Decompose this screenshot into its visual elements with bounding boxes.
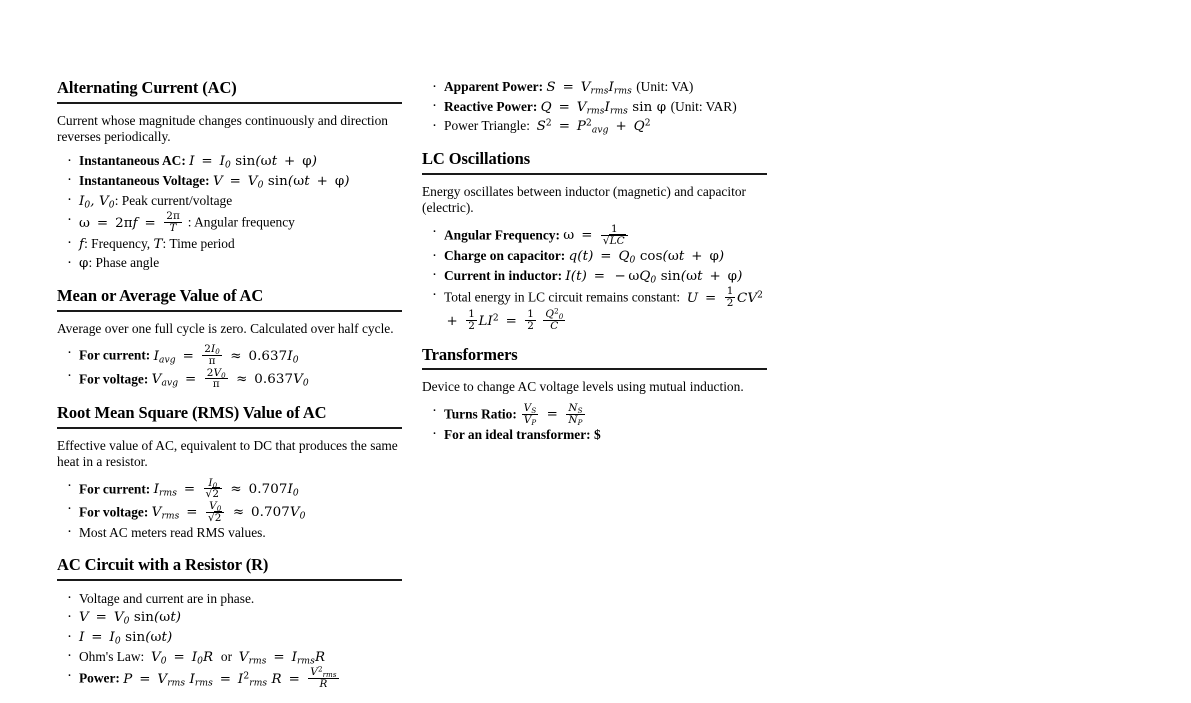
item-label: Instantaneous AC: xyxy=(79,153,186,169)
item-formula: $S^2 = P^2_{avg} + Q^2$ xyxy=(536,118,651,136)
item-formula: $I = I_0$ sin(ωt + φ) xyxy=(189,154,318,171)
list-item xyxy=(67,368,402,391)
section-heading-ac-circuit-resistor: AC Circuit with a Resistor (R) xyxy=(57,555,269,575)
list-item xyxy=(67,478,402,501)
item-formula: $q(t) = Q_0$ cos(ωt + φ) xyxy=(568,249,725,266)
item-formula: $I_0$, $V_0$ xyxy=(79,193,115,211)
list-item xyxy=(432,98,767,117)
item-text-2: : Time period xyxy=(162,235,235,251)
item-formula: $P = V_{rms}$ $I_{rms} = I^2_{rms}$ R = $\frac{V^2_{rms}}{R}$ xyxy=(123,664,337,691)
item-label: Turns Ratio: xyxy=(444,406,517,422)
item-formula: $Q = V_{rms}I_{rms}$ sin φ xyxy=(540,99,667,117)
list-item xyxy=(67,254,402,273)
item-label: Angular Frequency: xyxy=(444,227,560,243)
item-formula: $\frac{V_S}{V_P}$ = $\frac{N_S}{N_P}$ xyxy=(523,401,583,427)
item-label: Instantaneous Voltage: xyxy=(79,172,210,188)
item-text: : Angular frequency xyxy=(187,214,295,230)
item-text: Ohm's Law: xyxy=(79,648,148,664)
list-item xyxy=(67,648,402,667)
list-item xyxy=(432,286,767,331)
list-item xyxy=(67,501,402,524)
item-formula: ω = 2πf = $\frac{2\pi}{T}$ xyxy=(79,210,180,235)
formula-list-transformers xyxy=(422,403,767,444)
item-text: Total energy in LC circuit remains constant: xyxy=(444,289,684,305)
item-text: Most AC meters read RMS values. xyxy=(79,524,266,540)
section-description: Energy oscillates between inductor (magnetic) and capacitor (electric). xyxy=(422,184,746,216)
item-text: : Peak current/voltage xyxy=(114,192,233,208)
section-description: Average over one full cycle is zero. Calculated over half cycle. xyxy=(57,320,394,336)
item-formula-raw: $ xyxy=(594,426,601,442)
section-heading-mean-average-value: Mean or Average Value of AC xyxy=(57,286,264,306)
heading-rule xyxy=(422,173,767,175)
item-formula: $S = V_{rms}I_{rms}$ xyxy=(546,80,632,97)
left-column xyxy=(57,78,402,703)
list-item xyxy=(67,628,402,647)
item-formula: $V_{avg}$ = $\frac{2V_0}{\pi}$ ≈ $0.637V_0$ xyxy=(151,366,309,391)
item-formula: $I_{avg}$ = $\frac{2I_0}{\pi}$ ≈ $0.637I_0$ xyxy=(153,343,299,368)
right-column xyxy=(422,78,767,457)
list-item xyxy=(67,590,402,608)
section-heading-transformers: Transformers xyxy=(422,344,518,364)
list-item xyxy=(432,403,767,426)
item-formula: $V = V_0$ sin(ωt + φ) xyxy=(212,173,350,191)
list-item xyxy=(67,172,402,191)
formula-list-alternating-current xyxy=(57,152,402,273)
list-item xyxy=(67,192,402,211)
item-formula: $V_{rms}$ = $\frac{V_0}{√2}$ ≈ $0.707V_0$ xyxy=(151,499,306,524)
heading-rule xyxy=(57,102,402,104)
item-formula: ω = $\frac{1}{√LC}$ xyxy=(563,228,629,243)
list-item xyxy=(67,344,402,367)
item-text: Voltage and current are in phase. xyxy=(79,590,255,606)
item-formula: U = $\frac{1}{2}$ $CV^2$ + $\frac{1}{2}$ $LI^2$ = $\frac{1}{2}$ $\frac{Q^2_0}{C}$ xyxy=(446,285,763,332)
list-item xyxy=(67,524,402,542)
item-text: Power Triangle: xyxy=(444,118,534,134)
list-item: · f: Frequency, T: Time period xyxy=(67,235,402,254)
section-heading-rms-value: Root Mean Square (RMS) Value of AC xyxy=(57,403,327,423)
item-label: Reactive Power: xyxy=(444,98,538,114)
heading-rule xyxy=(57,579,402,581)
list-item xyxy=(67,211,402,234)
item-label: For current: xyxy=(79,481,151,497)
item-formula: $V = V_0$ sin(ωt) xyxy=(79,610,182,627)
formula-list-ac-circuit-resistor xyxy=(57,590,402,690)
item-label: For voltage: xyxy=(79,504,149,520)
item-text-2: or xyxy=(217,648,236,664)
section-heading-lc-oscillations: LC Oscillations xyxy=(422,149,531,169)
list-item xyxy=(432,247,767,266)
formula-list-rms-value xyxy=(57,478,402,543)
heading-rule xyxy=(57,427,402,429)
list-item xyxy=(432,224,767,247)
list-item xyxy=(432,117,767,136)
item-formula: $I = I_0$ sin(ωt) xyxy=(79,630,173,647)
formula-list-power-continued xyxy=(422,78,767,136)
item-formula: $I_{rms}$ = $\frac{I_0}{√2}$ ≈ $0.707I_0$ xyxy=(153,476,299,501)
heading-rule xyxy=(422,368,767,370)
item-label: For current: xyxy=(79,347,151,363)
item-formula: φ xyxy=(79,256,89,272)
list-item xyxy=(67,152,402,171)
item-label: Apparent Power: xyxy=(444,79,544,94)
list-item xyxy=(67,608,402,627)
item-label: Current in inductor: xyxy=(444,267,563,283)
formula-list-mean-average-value xyxy=(57,344,402,390)
item-label: Charge on capacitor: xyxy=(444,248,566,263)
list-item-clipped xyxy=(67,664,402,691)
item-label: Power: xyxy=(79,670,120,686)
item-unit: (Unit: VA) xyxy=(636,79,694,94)
section-heading-alternating-current: Alternating Current (AC) xyxy=(57,78,237,97)
formula-list-lc-oscillations xyxy=(422,224,767,332)
item-formula: f xyxy=(79,236,85,252)
heading-rule xyxy=(57,310,402,312)
item-label: For an ideal transformer: xyxy=(444,426,591,442)
list-item xyxy=(432,426,767,444)
item-text: : Frequency, xyxy=(84,235,154,251)
section-description: Effective value of AC, equivalent to DC that produces the same heat in a resistor. xyxy=(57,437,398,470)
list-item xyxy=(432,78,767,97)
item-text: : Phase angle xyxy=(88,255,160,271)
item-formula-2: $V_{rms} = I_{rms}R$ xyxy=(238,649,326,667)
item-label: For voltage: xyxy=(79,370,149,386)
item-formula: I(t) = − $\omega Q_0$ sin(ωt + φ) xyxy=(565,268,743,286)
section-description: Device to change AC voltage levels using mutual induction. xyxy=(422,379,744,395)
section-description: Current whose magnitude changes continuously and direction reverses periodically. xyxy=(57,112,388,144)
item-formula: $V_0 = I_0R$ xyxy=(150,649,218,667)
item-unit: (Unit: VAR) xyxy=(670,98,737,114)
list-item xyxy=(432,267,767,286)
